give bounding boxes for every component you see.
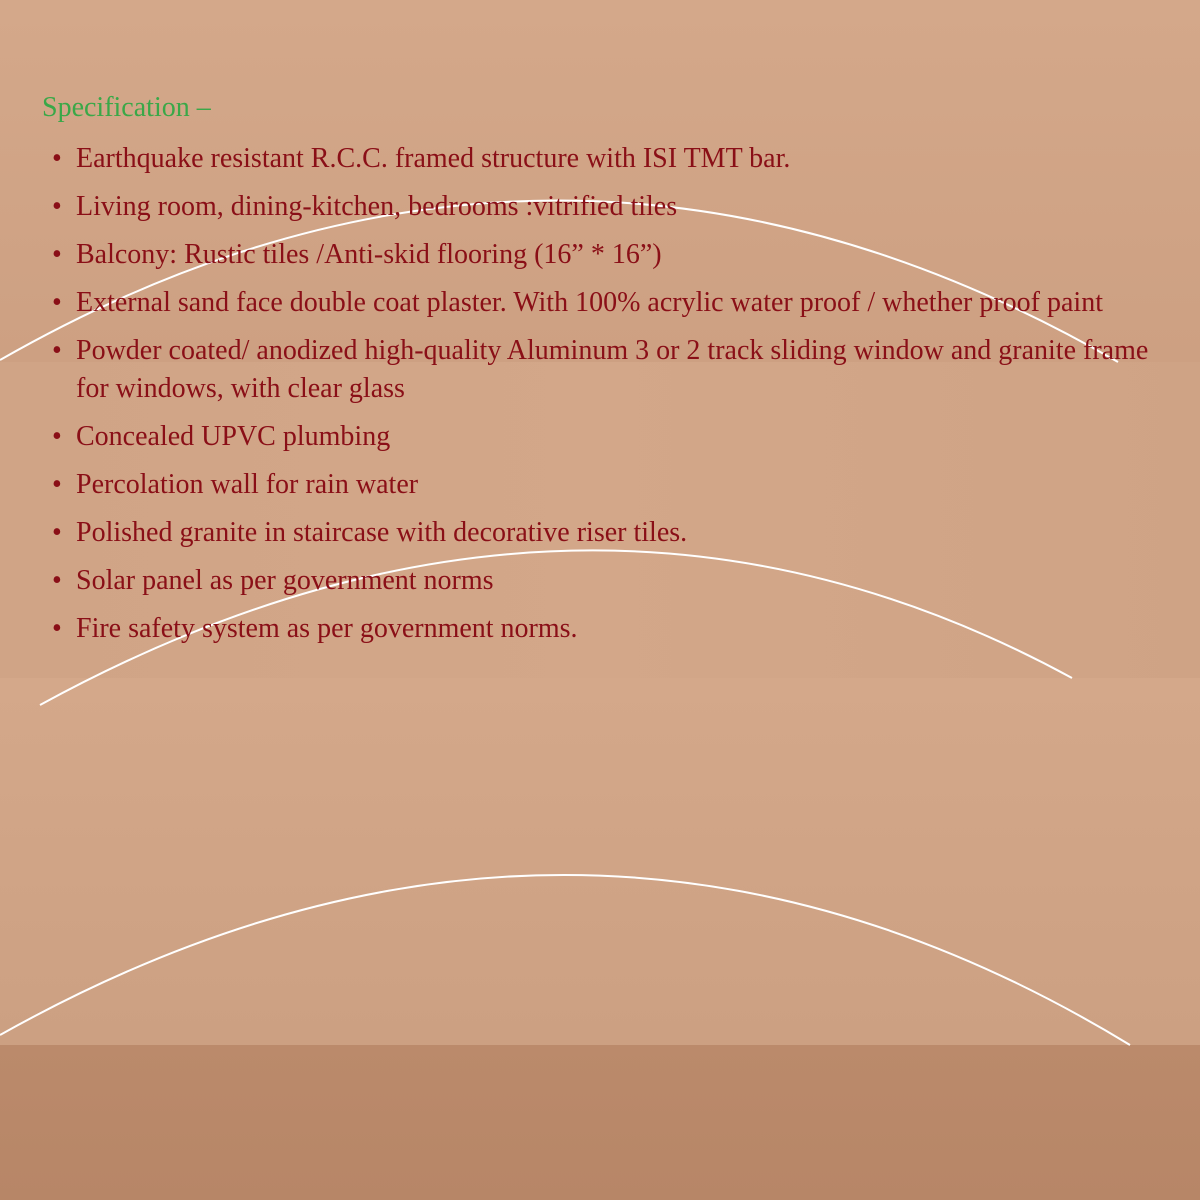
bullet-icon: • — [52, 517, 62, 548]
bullet-icon: • — [52, 613, 62, 644]
bullet-icon: • — [52, 191, 62, 222]
list-item: • Polished granite in staircase with decorative riser tiles. — [52, 514, 1172, 552]
list-item: • Powder coated/ anodized high-quality Aluminum 3 or 2 track sliding window and granite frame for windows, with clear glass — [52, 332, 1172, 408]
bullet-icon: • — [52, 469, 62, 500]
bullet-icon: • — [52, 287, 62, 318]
bullet-icon: • — [52, 421, 62, 452]
list-item: • Percolation wall for rain water — [52, 466, 1172, 504]
list-item: • Concealed UPVC plumbing — [52, 418, 1172, 456]
bullet-icon: • — [52, 335, 62, 366]
bullet-icon: • — [52, 565, 62, 596]
bullet-icon: • — [52, 143, 62, 174]
list-item: • Earthquake resistant R.C.C. framed structure with ISI TMT bar. — [52, 140, 1172, 178]
list-item: • Fire safety system as per government norms. — [52, 610, 1172, 648]
specification-list — [52, 140, 1172, 658]
page-title: Specification – — [42, 92, 211, 123]
arc-bottom — [0, 875, 1130, 1045]
list-item: • External sand face double coat plaster. With 100% acrylic water proof / whether proof paint — [52, 284, 1172, 322]
list-item: • Balcony: Rustic tiles /Anti-skid flooring (16” * 16”) — [52, 236, 1172, 274]
list-item: • Solar panel as per government norms — [52, 562, 1172, 600]
bullet-icon: • — [52, 239, 62, 270]
list-item: • Living room, dining-kitchen, bedrooms :vitrified tiles — [52, 188, 1172, 226]
